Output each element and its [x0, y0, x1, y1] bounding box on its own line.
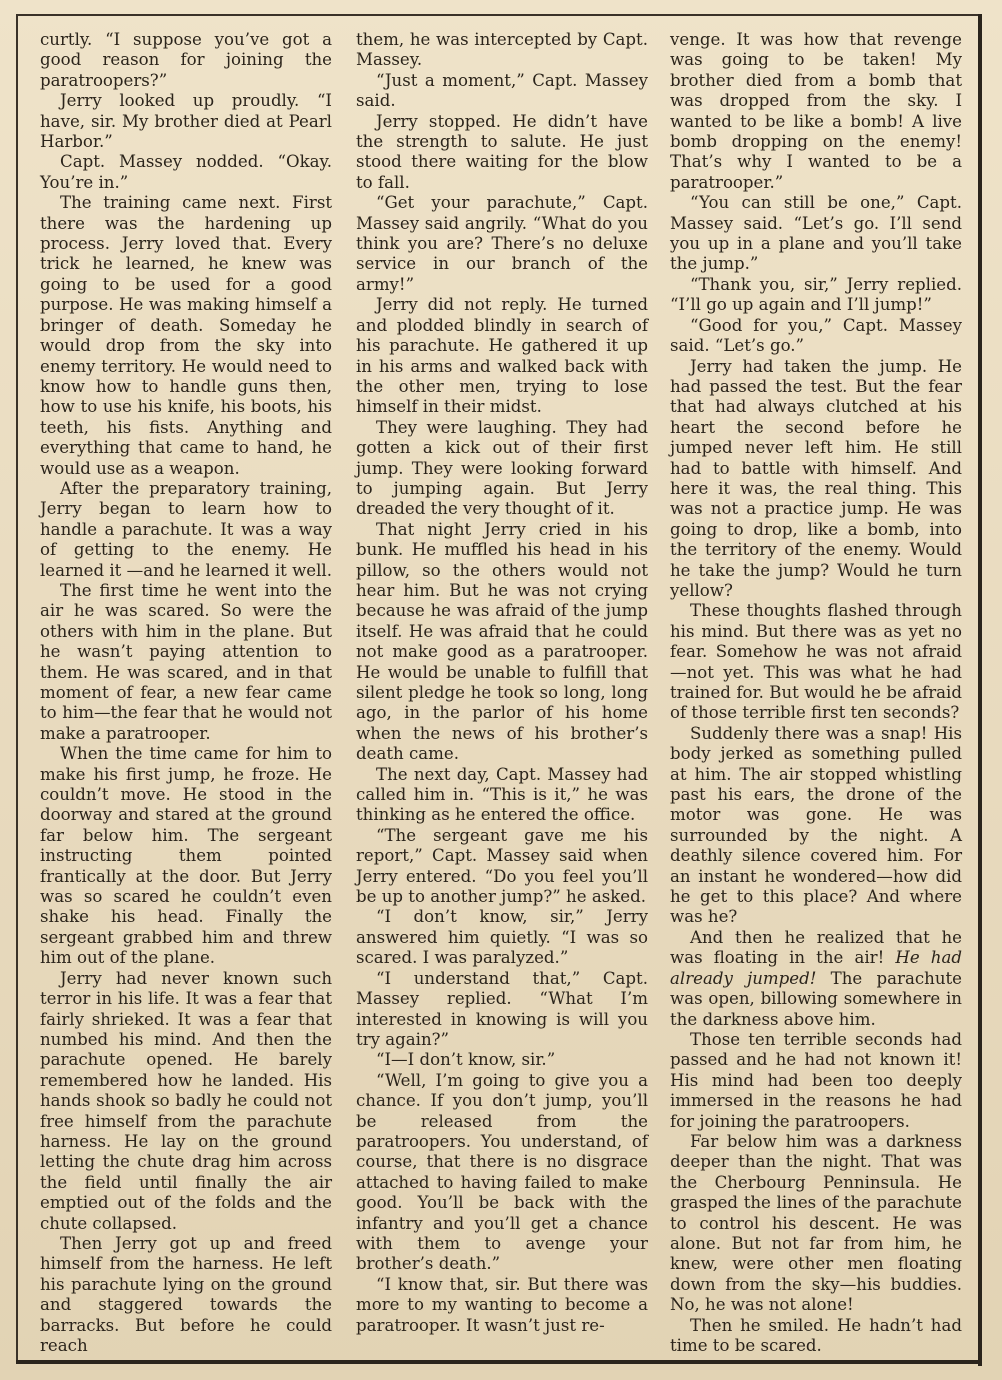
paragraph: They were laughing. They had gotten a kick out of their first jump. They were looking forward to jumping again. But Jerry dreaded the very thought of it.	[356, 417, 648, 519]
text-column-1	[40, 30, 332, 1356]
paragraph: “I understand that,” Capt. Massey replied. “What I’m interested in knowing is will you try again?”	[356, 968, 648, 1049]
paragraph: “Thank you, sir,” Jerry replied. “I’ll go up again and I’ll jump!”	[670, 274, 962, 315]
paragraph: When the time came for him to make his first jump, he froze. He couldn’t move. He stood in the doorway and stared at the ground far below him. The sergeant instructing them pointed frantically at the door. But Jerry was so scared he couldn’t even shake his head. Finally the sergeant grabbed him and threw him out of the plane.	[40, 744, 332, 968]
paragraph-lead: And then he realized that he was floating in the air!	[670, 927, 962, 968]
paragraph: “Well, I’m going to give you a chance. If you don’t jump, you’ll be released from the paratroopers. You understand, of course, that there is no disgrace attached to having failed to make good. You’ll be back with the infantry and you’ll get a chance with them to avenge your brother’s death.”	[356, 1070, 648, 1274]
paragraph: venge. It was how that revenge was going to be taken! My brother died from a bomb that was dropped from the sky. I wanted to be like a bomb! A live bomb dropping on the enemy! That’s why I wanted to be a paratrooper.”	[670, 30, 962, 192]
paragraph: “The sergeant gave me his report,” Capt. Massey said when Jerry entered. “Do you feel you’ll be up to another jump?” he asked.	[356, 825, 648, 907]
emphasis-text: He had already jumped!	[670, 948, 962, 988]
page-border-bottom	[16, 1360, 982, 1364]
paragraph: Then Jerry got up and freed himself from the harness. He left his parachute lying on the ground and staggered towards the barracks. But before he could reach	[40, 1233, 332, 1355]
paragraph: “I don’t know, sir,” Jerry answered him quietly. “I was so scared. I was paralyzed.”	[356, 907, 648, 968]
paragraph: The training came next. First there was the hardening up process. Jerry loved that. Every trick he learned, he knew was going to be used for a good purpose. He was making himself a bringer of death. Someday he would drop from the sky into enemy territory. He would need to know how to handle guns then, how to use his knife, his boots, his teeth, his fists. Anything and everything that came to hand, he would use as a weapon.	[40, 193, 332, 478]
page-border-left	[16, 14, 18, 1364]
paragraph: “I know that, sir. But there was more to my wanting to become a paratrooper. It wasn’t just re-	[356, 1274, 648, 1335]
paragraph: Jerry had taken the jump. He had passed the test. But the fear that had always clutched at his heart the second before he jumped never left him. He still had to battle with himself. And here it was, the real thing. This was not a practice jump. He was going to drop, like a bomb, into the territory of the enemy. Would he take the jump? Would he turn yellow?	[670, 356, 962, 600]
paragraph: Far below him was a darkness deeper than the night. That was the Cherbourg Penninsula. He grasped the lines of the parachute to control his descent. He was alone. But not far from him, he knew, were other men floating down from the sky—his buddies. No, he was not alone!	[670, 1131, 962, 1315]
paragraph: “Just a moment,” Capt. Massey said.	[356, 70, 648, 111]
page-border-top	[16, 14, 982, 16]
paragraph: That night Jerry cried in his bunk. He muffled his head in his pillow, so the others would not hear him. But he was not crying because he was afraid of the jump itself. He was afraid that he could not make good as a paratrooper. He would be unable to fulfill that silent pledge he took so long, long ago, in the parlor of his home when the news of his brother’s death came.	[356, 519, 648, 764]
text-column-3	[670, 30, 962, 1356]
paragraph: Suddenly there was a snap! His body jerked as something pulled at him. The air stopped whistling past his ears, the drone of the motor was gone. He was surrounded by the night. A deathly silence covered him. For an instant he wondered—how did he get to this place? And where was he?	[670, 723, 962, 927]
paragraph: After the preparatory training, Jerry began to learn how to handle a parachute. It was a way of getting to the enemy. He learned it —and he learned it well.	[40, 478, 332, 580]
paragraph: “I—I don’t know, sir.”	[376, 1050, 556, 1070]
page-border-right	[978, 14, 982, 1366]
paragraph: curtly. “I suppose you’ve got a good reason for joining the paratroopers?”	[40, 30, 332, 90]
paragraph: The next day, Capt. Massey had called him in. “This is it,” he was thinking as he entered the office.	[356, 764, 648, 825]
paragraph: them, he was intercepted by Capt. Massey.	[356, 30, 648, 70]
paragraph: Then he smiled. He hadn’t had time to be scared.	[670, 1315, 962, 1355]
text-column-2	[356, 30, 648, 1336]
paragraph-tail: The parachute was open, billowing somewhere in the darkness above him.	[670, 968, 962, 1029]
paragraph: “Get your parachute,” Capt. Massey said angrily. “What do you think you are? There’s no deluxe service in our branch of the army!”	[356, 193, 648, 294]
paragraph: Those ten terrible seconds had passed and he had not known it! His mind had been too deeply immersed in the reasons he had for joining the paratroopers.	[670, 1029, 962, 1131]
paragraph: Jerry had never known such terror in his life. It was a fear that fairly shrieked. It was a fear that numbed his mind. And then the parachute opened. He barely remembered how he landed. His hands shook so badly he could not free himself from the parachute harness. He lay on the ground letting the chute drag him across the field until finally the air emptied out of the folds and the chute collapsed.	[40, 968, 332, 1233]
paragraph: “You can still be one,” Capt. Massey said. “Let’s go. I’ll send you up in a plane and you’ll take the jump.”	[670, 193, 962, 274]
paragraph: These thoughts flashed through his mind. But there was as yet no fear. Somehow he was not afraid—not yet. This was what he had trained for. But would he be afraid of those terrible first ten seconds?	[670, 601, 962, 723]
paragraph: Jerry stopped. He didn’t have the strength to salute. He just stood there waiting for the blow to fall.	[356, 111, 648, 192]
paragraph: “Good for you,” Capt. Massey said. “Let’s go.”	[670, 315, 962, 356]
paragraph: The first time he went into the air he was scared. So were the others with him in the plane. But he wasn’t paying attention to them. He was scared, and in that moment of fear, a new fear came to him—the fear that he would not make a paratrooper.	[40, 580, 332, 743]
paragraph: Jerry did not reply. He turned and plodded blindly in search of his parachute. He gathered it up in his arms and walked back with the other men, trying to lose himself in their midst.	[356, 295, 648, 417]
paragraph: Capt. Massey nodded. “Okay. You’re in.”	[40, 152, 332, 192]
paragraph	[670, 928, 962, 1030]
paragraph: Jerry looked up proudly. “I have, sir. My brother died at Pearl Harbor.”	[40, 91, 332, 152]
